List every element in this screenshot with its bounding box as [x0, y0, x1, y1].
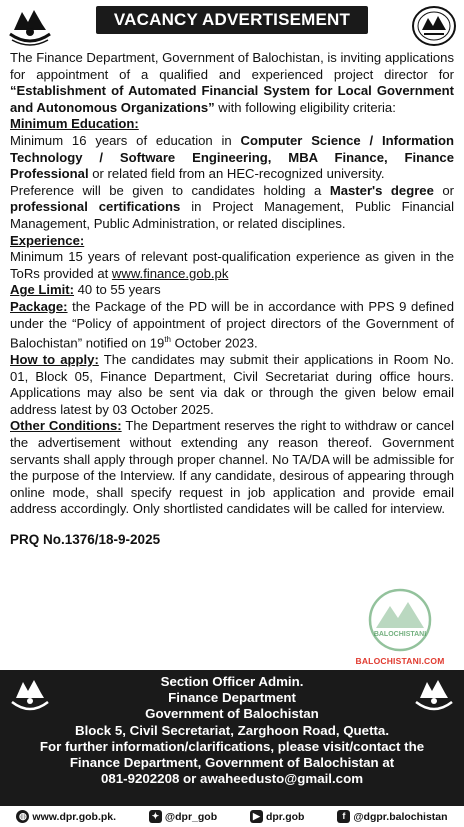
- advertisement-body: [10, 50, 454, 549]
- government-emblem-icon: [412, 676, 456, 716]
- footer-line-address: Block 5, Civil Secretariat, Zarghoon Road, Quetta.: [74, 722, 390, 738]
- website-link[interactable]: ◍ www.dpr.gob.pk.: [16, 810, 116, 823]
- package-paragraph: Package: the Package of the PD will be in accordance with PPS 9 defined under the “Policy of appointment of project directors of the Government of Balochistan” notified on 19th October 2023.: [10, 298, 454, 351]
- government-emblem-icon: [8, 676, 52, 716]
- twitter-link[interactable]: ✦ @dpr_gob: [149, 810, 217, 823]
- preference-paragraph: Preference will be given to candidates holding a Master's degree or professional certifications in Project Management, Public Financial Management, Public Administration, or related disciplines.: [10, 182, 455, 231]
- facebook-icon: f: [337, 810, 350, 823]
- age-limit: Age Limit: 40 to 55 years: [10, 282, 161, 298]
- education-heading: Minimum Education:: [10, 116, 139, 132]
- watermark-caption: BALOCHISTANI.COM: [355, 656, 445, 666]
- finance-department-seal-icon: [410, 4, 458, 48]
- education-paragraph: Minimum 16 years of education in Computer Science / Information Technology / Software Engineering, MBA Finance, Finance Professional or related field from an HEC-recognized university.: [10, 132, 454, 182]
- prq-number: PRQ No.1376/18-9-2025: [10, 531, 161, 547]
- balochistani-watermark-icon: [354, 584, 446, 658]
- finance-website-link[interactable]: www.finance.gob.pk: [111, 265, 229, 281]
- intro-paragraph: The Finance Department, Government of Balochistan, is inviting applications for appointment of a qualified and experienced project director for “Establishment of Automated Financial System for Local Government and Autonomous Organizations” with following eligibility criteria:: [10, 50, 454, 115]
- footer-line-phone-email[interactable]: 081-9202208 or awaheedusto@gmail.com: [100, 771, 364, 787]
- header: [0, 0, 464, 52]
- footer-line-info: For further information/clarifications, please visit/contact the: [39, 738, 425, 754]
- footer-line-department: Finance Department: [168, 690, 296, 706]
- svg-text:BALOCHISTANI: BALOCHISTANI: [373, 631, 427, 638]
- experience-paragraph: Minimum 15 years of relevant post-qualification experience as given in the ToRs provided at www.finance.gob.pk: [10, 249, 454, 281]
- project-name: “Establishment of Automated Financial System for Local Government and Autonomous Organizations”: [10, 83, 454, 115]
- footer-line-government: Government of Balochistan: [145, 706, 319, 722]
- youtube-link[interactable]: ▶ dpr.gob: [250, 810, 305, 823]
- globe-icon: ◍: [16, 810, 29, 823]
- youtube-icon: ▶: [250, 810, 263, 823]
- government-emblem-icon: [6, 4, 54, 48]
- experience-heading: Experience:: [10, 232, 85, 248]
- other-conditions-paragraph: Other Conditions: The Department reserves the right to withdraw or cancel the advertisement without extending any reason thereof. Government servants shall apply through proper channel. No TA/DA will be admissible for the purpose of the Interview. If any candidate, desirous of appearing through online mode, shall specify request in job application and provide email address accordingly. Only shortlisted candidates will be called for interview.: [10, 418, 454, 517]
- facebook-link[interactable]: f @dgpr.balochistan: [337, 810, 447, 823]
- footer-line-officer: Section Officer Admin.: [160, 674, 304, 689]
- social-media-bar: [0, 806, 464, 827]
- twitter-icon: ✦: [149, 810, 162, 823]
- how-to-apply-paragraph: How to apply: The candidates may submit their applications in Room No. 01, Block 05, Finance Department, Civil Secretariat during office hours. Applications may also be sent via dak or through the given below email address latest by 03 October 2025.: [10, 352, 454, 417]
- footer-line-contact: Finance Department, Government of Balochistan at: [69, 755, 395, 771]
- education-fields: Computer Science / Information Technology / Software Engineering, MBA Finance, Finance Professional: [10, 132, 454, 182]
- page-title: VACANCY ADVERTISEMENT: [96, 6, 368, 34]
- contact-footer: [0, 670, 464, 806]
